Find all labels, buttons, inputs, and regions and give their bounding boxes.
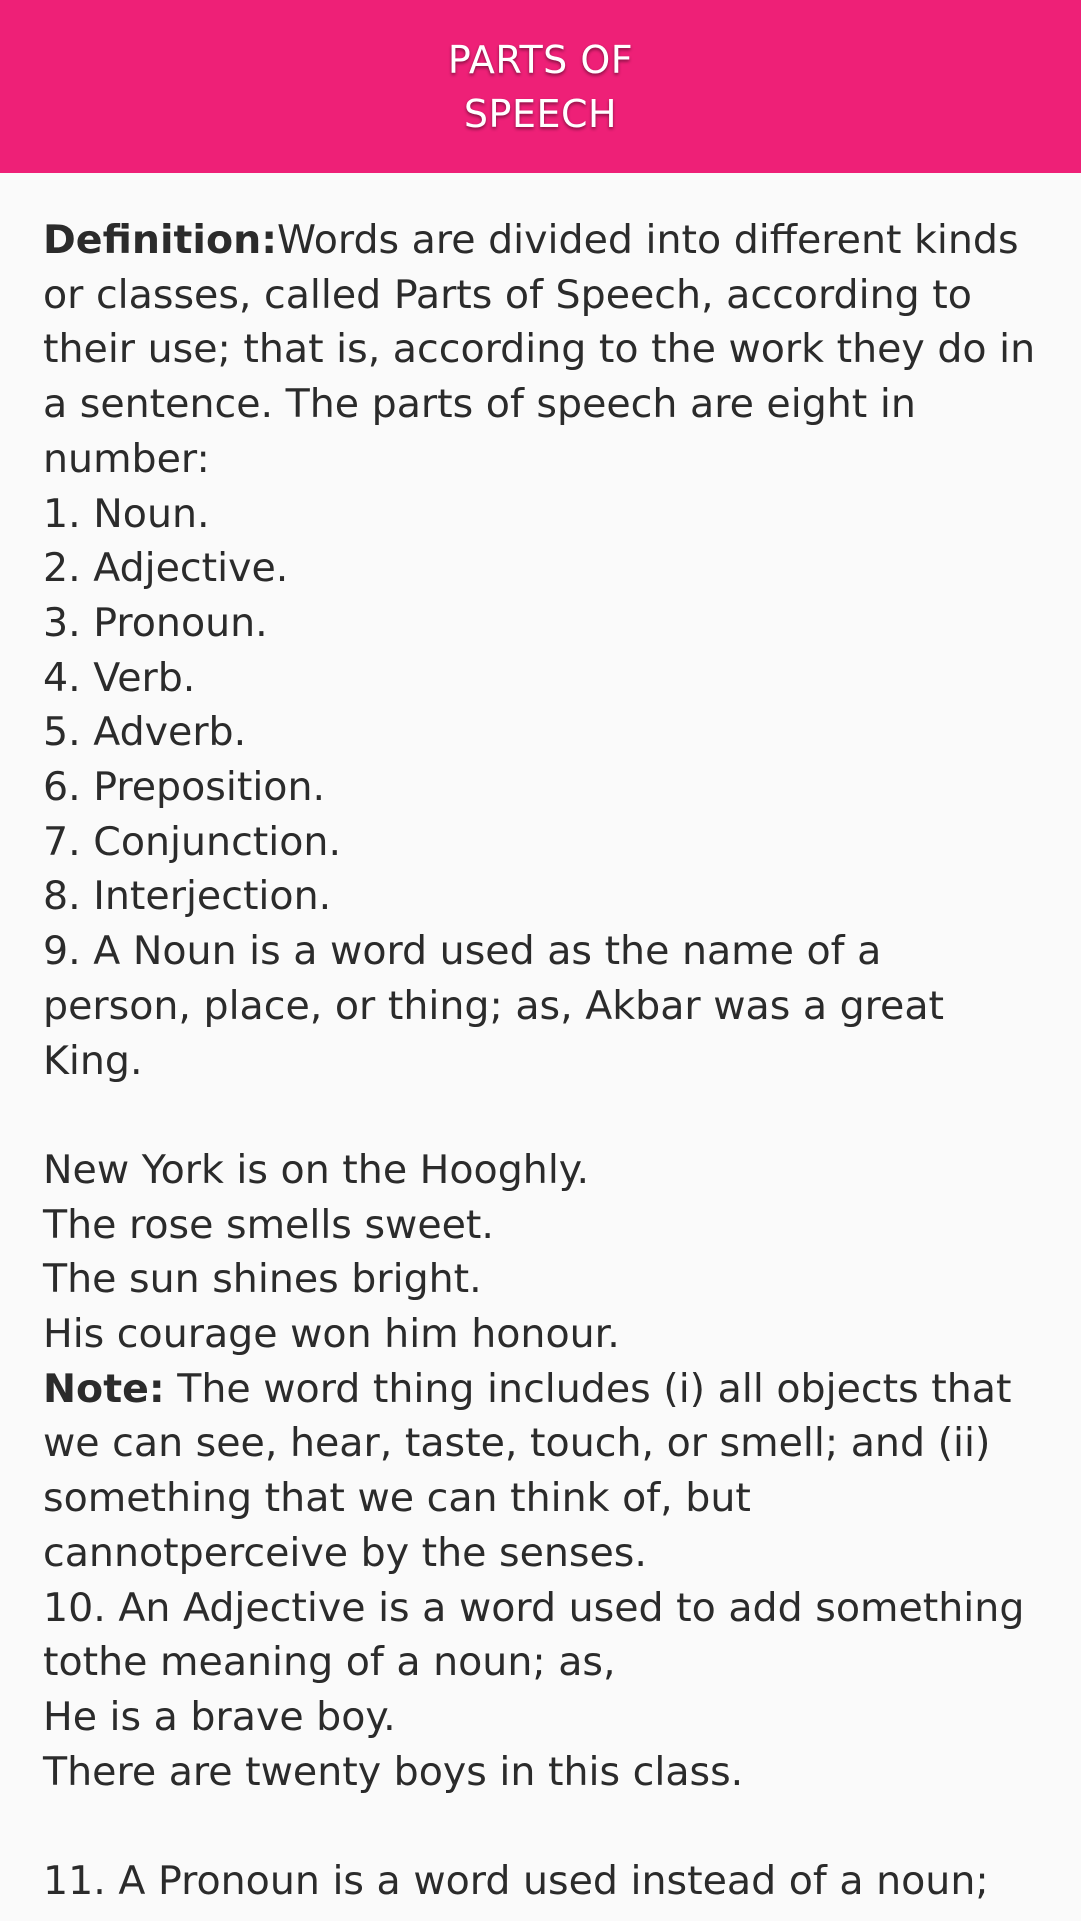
list-item: 2. Adjective.: [43, 545, 289, 592]
note-text: cannotperceive by the senses.: [43, 1529, 647, 1576]
adjective-text: tothe meaning of a noun; as,: [43, 1639, 616, 1686]
note-text: The word thing includes (i) all objects that: [164, 1365, 1012, 1412]
list-item: 5. Adverb.: [43, 709, 247, 756]
definition-text: number:: [43, 435, 210, 482]
definition-label: Definition:: [43, 217, 277, 263]
adjective-example: He is a brave boy.: [43, 1693, 396, 1740]
definition-text: a sentence. The parts of speech are eight in: [43, 381, 916, 428]
noun-text: person, place, or thing; as, Akbar was a great: [43, 982, 945, 1029]
list-item: 7. Conjunction.: [43, 818, 342, 865]
noun-example: His courage won him honour.: [43, 1311, 620, 1358]
lesson-content: [43, 213, 1053, 1909]
list-item: 1. Noun.: [43, 490, 210, 537]
adjective-text: 10. An Adjective is a word used to add something: [43, 1584, 1025, 1631]
spacer: [43, 1799, 1053, 1854]
pronoun-text: 11. A Pronoun is a word used instead of a noun;: [43, 1858, 989, 1905]
app-header: [0, 0, 1081, 173]
note-line: [43, 1362, 1053, 1417]
noun-example: The sun shines bright.: [43, 1256, 482, 1303]
noun-example: New York is on the Hooghly.: [43, 1146, 590, 1193]
list-item: 6. Preposition.: [43, 764, 326, 811]
note-label: Note:: [43, 1365, 165, 1412]
list-item: 4. Verb.: [43, 654, 196, 701]
page-title: PARTS OF SPEECH: [447, 37, 634, 136]
list-item: 3. Pronoun.: [43, 599, 268, 646]
definition-line: [43, 213, 1053, 268]
note-text: something that we can think of, but: [43, 1475, 751, 1522]
noun-example: The rose smells sweet.: [43, 1201, 494, 1248]
note-text: we can see, hear, taste, touch, or smell; and (ii): [43, 1420, 991, 1467]
spacer: [43, 1088, 1053, 1143]
adjective-example: There are twenty boys in this class.: [43, 1748, 744, 1795]
definition-text: Words are divided into different kinds: [277, 217, 1019, 263]
list-item: 8. Interjection.: [43, 873, 332, 920]
definition-text: or classes, called Parts of Speech, according to: [43, 271, 972, 318]
noun-text: 9. A Noun is a word used as the name of a: [43, 928, 882, 975]
definition-text: their use; that is, according to the work they do in: [43, 326, 1036, 373]
noun-text: King.: [43, 1037, 143, 1084]
